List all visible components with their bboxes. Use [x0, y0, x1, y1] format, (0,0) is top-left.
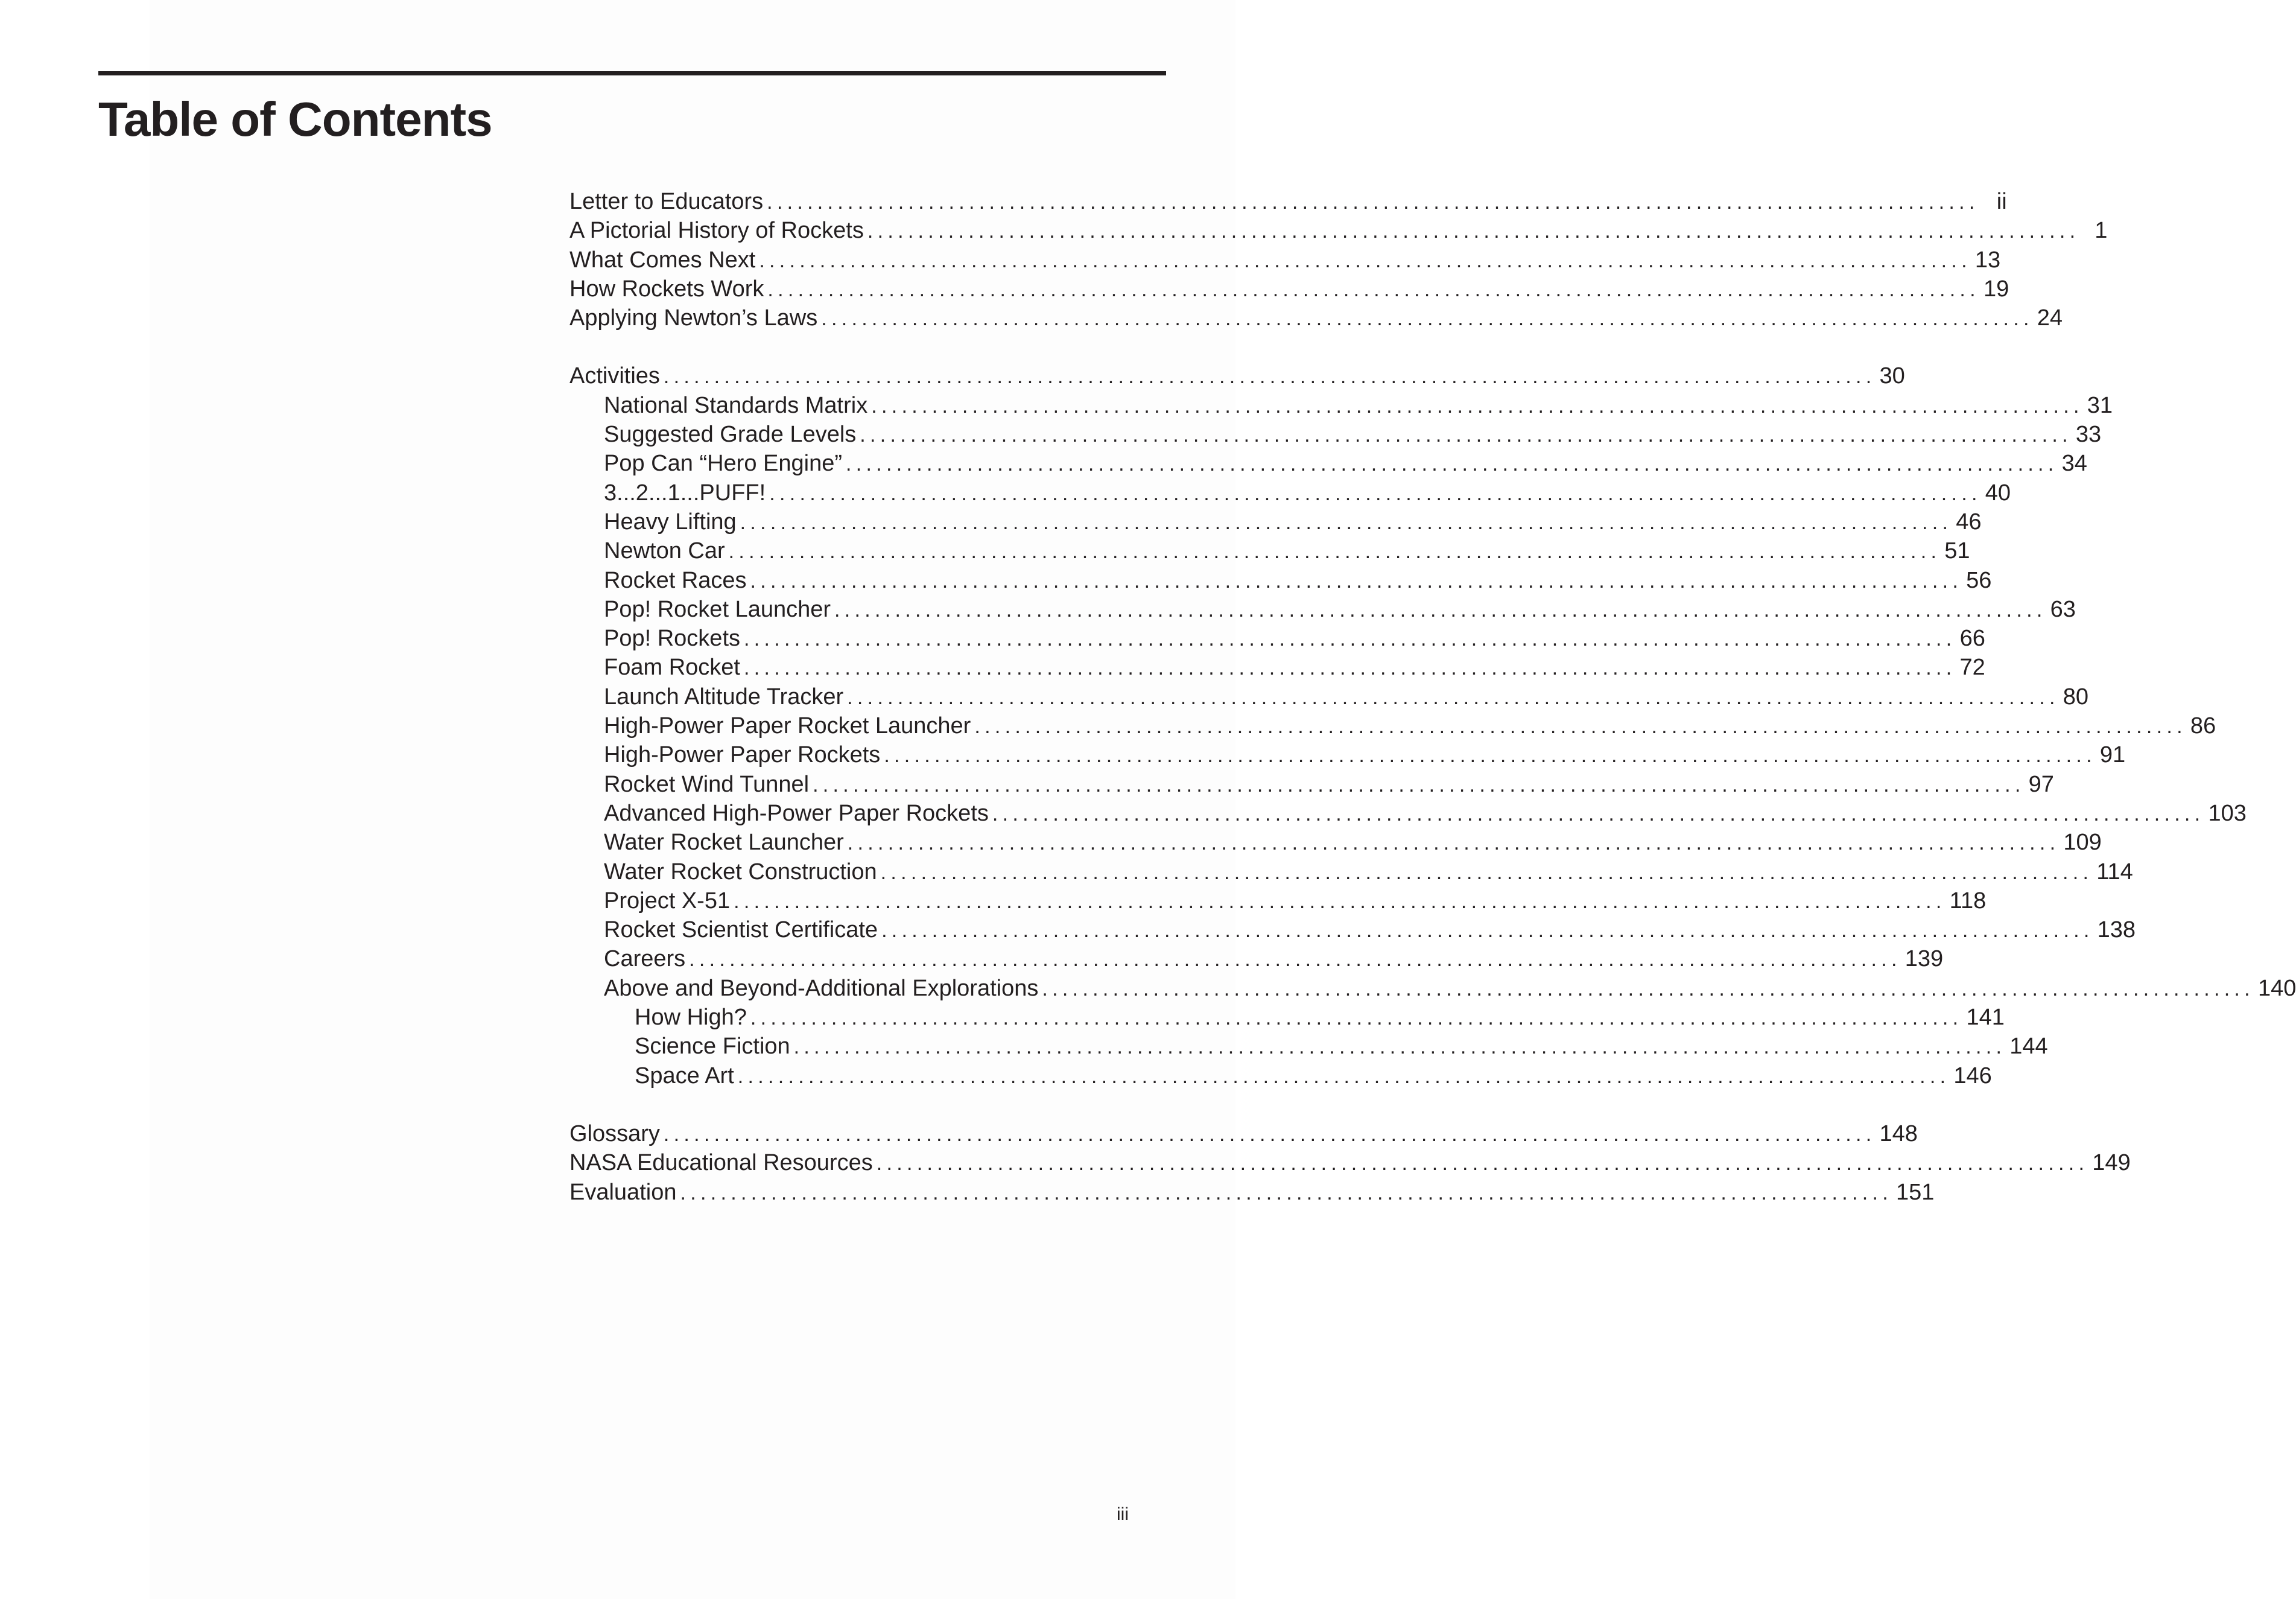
- toc-entry-page-number: 141: [1966, 1005, 2005, 1031]
- toc-entry[interactable]: [604, 624, 1985, 653]
- dot-leader: ........................................................................................................................: [881, 919, 2094, 943]
- toc-entry-page-number: 46: [1956, 509, 1982, 535]
- toc-entry[interactable]: [604, 420, 2102, 449]
- toc-entry-title: Foam Rocket: [604, 655, 740, 681]
- toc-entry-title: Science Fiction: [635, 1034, 790, 1060]
- dot-leader: ........................................................................................................................: [734, 889, 1946, 913]
- dot-leader: ........................................................................................................................: [876, 1152, 2089, 1175]
- toc-group: [569, 1119, 2131, 1207]
- toc-entry[interactable]: [604, 886, 1987, 915]
- dot-leader: ........................................................................................................................: [740, 510, 1953, 534]
- toc-entry-page-number: 97: [2028, 771, 2054, 797]
- dot-leader: ........................................................................................................................: [767, 278, 1980, 301]
- toc-entry-title: Pop! Rocket Launcher: [604, 596, 831, 622]
- toc-entry-title: Applying Newton’s Laws: [569, 305, 818, 331]
- toc-entry-title: Space Art: [635, 1063, 734, 1089]
- toc-entry-title: Water Rocket Launcher: [604, 830, 844, 856]
- toc-entry-page-number: 34: [2061, 451, 2087, 477]
- toc-entry-page-number: 149: [2092, 1150, 2131, 1176]
- dot-leader: ........................................................................................................................: [663, 365, 1876, 389]
- toc-entry-title: Advanced High-Power Paper Rockets: [604, 800, 989, 826]
- toc-group: [569, 361, 2296, 1090]
- toc-entry[interactable]: [604, 770, 2054, 799]
- toc-entry-page-number: 51: [1944, 538, 1970, 564]
- page-title: Table of Contents: [98, 92, 492, 146]
- toc-entry-title: NASA Educational Resources: [569, 1150, 873, 1176]
- toc-entry-title: Rocket Races: [604, 567, 747, 593]
- toc-entry-page-number: 66: [1959, 626, 1985, 652]
- toc-entry[interactable]: [604, 595, 2076, 624]
- toc-entry-page-number: 148: [1879, 1121, 1918, 1146]
- dot-leader: ........................................................................................................................: [821, 307, 2034, 331]
- toc-entry-title: Suggested Grade Levels: [604, 422, 857, 448]
- dot-leader: ........................................................................................................................: [834, 598, 2047, 621]
- toc-entry-title: Heavy Lifting: [604, 509, 737, 535]
- dot-leader: ........................................................................................................................: [767, 191, 1979, 214]
- toc-entry-title: Glossary: [569, 1121, 660, 1146]
- toc-entry[interactable]: [604, 915, 2136, 944]
- toc-entry-page-number: 40: [1985, 480, 2011, 506]
- dot-leader: ........................................................................................................................: [680, 1181, 1893, 1204]
- toc-entry-page-number: 13: [1974, 247, 2001, 273]
- toc-entry[interactable]: [604, 449, 2087, 478]
- toc-entry-page-number: 103: [2208, 800, 2247, 826]
- toc-entry-title: A Pictorial History of Rockets: [569, 218, 864, 244]
- toc-entry[interactable]: [569, 361, 1905, 390]
- dot-leader: ........................................................................................................................: [813, 773, 2025, 796]
- toc-entry[interactable]: [604, 857, 2133, 886]
- toc-entry[interactable]: [635, 1061, 1992, 1090]
- dot-leader: ........................................................................................................................: [860, 424, 2072, 447]
- dot-leader: ........................................................................................................................: [743, 656, 1956, 680]
- dot-leader: ........................................................................................................................: [759, 249, 1971, 272]
- toc-entry-title: Above and Beyond-Additional Explorations: [604, 975, 1039, 1001]
- dot-leader: ........................................................................................................................: [1042, 977, 2254, 1000]
- dot-leader: ........................................................................................................................: [847, 685, 2060, 709]
- toc-entry-page-number: 140: [2257, 975, 2296, 1001]
- toc-entry[interactable]: [604, 536, 1970, 565]
- toc-entry[interactable]: [604, 478, 2011, 507]
- toc-entry-title: Careers: [604, 946, 686, 972]
- toc-entry-page-number: 31: [2087, 392, 2113, 418]
- toc-entry-page-number: 19: [1983, 276, 2009, 302]
- title-rule: [98, 71, 1166, 75]
- dot-leader: ........................................................................................................................: [750, 569, 1963, 593]
- toc-entry[interactable]: [604, 944, 1944, 973]
- toc-entry[interactable]: [569, 1148, 2131, 1177]
- toc-entry[interactable]: [604, 799, 2247, 828]
- page-number: iii: [1117, 1504, 1129, 1524]
- toc-entry-page-number: 109: [2063, 830, 2102, 856]
- toc-entry-page-number: 72: [1959, 655, 1985, 681]
- dot-leader: ........................................................................................................................: [750, 1006, 1963, 1030]
- toc-entry-title: Rocket Wind Tunnel: [604, 771, 810, 797]
- toc-entry[interactable]: [604, 711, 2216, 740]
- toc-entry-page-number: ii: [1996, 189, 2007, 214]
- toc-entry-title: Evaluation: [569, 1179, 677, 1205]
- toc-entry-title: High-Power Paper Rocket Launcher: [604, 713, 971, 739]
- toc-entry-page-number: 91: [2099, 742, 2126, 768]
- toc-entry-title: How High?: [635, 1005, 747, 1031]
- dot-leader: ........................................................................................................................: [880, 860, 2093, 884]
- toc-entry-title: Launch Altitude Tracker: [604, 684, 844, 710]
- toc-entry-page-number: 138: [2097, 917, 2136, 943]
- dot-leader: ........................................................................................................................: [744, 628, 1956, 651]
- toc-entry-page-number: 1: [2095, 218, 2108, 244]
- toc-entry-page-number: 114: [2096, 859, 2133, 885]
- toc-group: [569, 187, 2108, 332]
- toc-entry[interactable]: [604, 682, 2088, 711]
- toc-entry[interactable]: [604, 653, 1985, 682]
- dot-leader: ........................................................................................................................: [884, 744, 2096, 768]
- toc-entry-title: High-Power Paper Rockets: [604, 742, 881, 768]
- dot-leader: ........................................................................................................................: [867, 220, 2080, 243]
- toc-entry-title: Rocket Scientist Certificate: [604, 917, 878, 943]
- toc-entry[interactable]: [569, 216, 2108, 245]
- table-of-contents: [569, 187, 2296, 1207]
- dot-leader: ........................................................................................................................: [728, 540, 1941, 564]
- toc-entry[interactable]: [569, 246, 2001, 275]
- toc-entry-page-number: 56: [1966, 567, 1992, 593]
- dot-leader: ........................................................................................................................: [847, 831, 2060, 855]
- toc-entry-title: National Standards Matrix: [604, 392, 868, 418]
- toc-entry[interactable]: [569, 1119, 1918, 1148]
- dot-leader: ........................................................................................................................: [974, 715, 2187, 739]
- toc-entry[interactable]: [569, 304, 2063, 332]
- toc-entry-page-number: 144: [2009, 1034, 2048, 1060]
- toc-entry[interactable]: [604, 974, 2296, 1003]
- toc-entry[interactable]: [635, 1032, 2048, 1061]
- toc-entry-page-number: 30: [1879, 363, 1905, 389]
- toc-entry[interactable]: [604, 391, 2113, 420]
- toc-entry-title: Activities: [569, 363, 660, 389]
- dot-leader: ........................................................................................................................: [663, 1122, 1876, 1146]
- toc-entry-title: Newton Car: [604, 538, 725, 564]
- toc-entry-title: Pop Can “Hero Engine”: [604, 451, 842, 477]
- dot-leader: ........................................................................................................................: [793, 1035, 2006, 1059]
- toc-entry-page-number: 151: [1896, 1179, 1935, 1205]
- toc-entry-title: Water Rocket Construction: [604, 859, 877, 885]
- dot-leader: ........................................................................................................................: [769, 482, 1982, 505]
- toc-entry[interactable]: [569, 187, 2007, 216]
- toc-entry-title: 3...2...1...PUFF!: [604, 480, 766, 506]
- toc-entry[interactable]: [569, 1178, 1935, 1207]
- toc-entry-page-number: 63: [2050, 596, 2076, 622]
- toc-entry[interactable]: [604, 828, 2102, 857]
- toc-entry[interactable]: [569, 275, 2009, 304]
- dot-leader: ........................................................................................................................: [871, 394, 2084, 418]
- toc-entry[interactable]: [604, 740, 2126, 769]
- toc-entry-page-number: 33: [2075, 422, 2102, 448]
- toc-entry[interactable]: [604, 507, 1982, 536]
- toc-entry-title: Pop! Rockets: [604, 626, 740, 652]
- toc-entry-page-number: 86: [2190, 713, 2216, 739]
- toc-entry-page-number: 24: [2037, 305, 2063, 331]
- toc-entry-title: How Rockets Work: [569, 276, 764, 302]
- toc-entry-page-number: 118: [1949, 888, 1987, 914]
- dot-leader: ........................................................................................................................: [846, 453, 2058, 476]
- toc-entry-page-number: 139: [1904, 946, 1944, 972]
- toc-entry-title: What Comes Next: [569, 247, 756, 273]
- toc-entry-title: Project X-51: [604, 888, 731, 914]
- dot-leader: ........................................................................................................................: [737, 1064, 1950, 1088]
- dot-leader: ........................................................................................................................: [992, 802, 2205, 825]
- toc-entry[interactable]: [635, 1003, 2005, 1032]
- toc-entry-title: Letter to Educators: [569, 189, 764, 214]
- toc-entry[interactable]: [604, 566, 1992, 595]
- dot-leader: ........................................................................................................................: [689, 948, 1901, 971]
- toc-entry-page-number: 146: [1953, 1063, 1992, 1089]
- toc-entry-page-number: 80: [2063, 684, 2088, 710]
